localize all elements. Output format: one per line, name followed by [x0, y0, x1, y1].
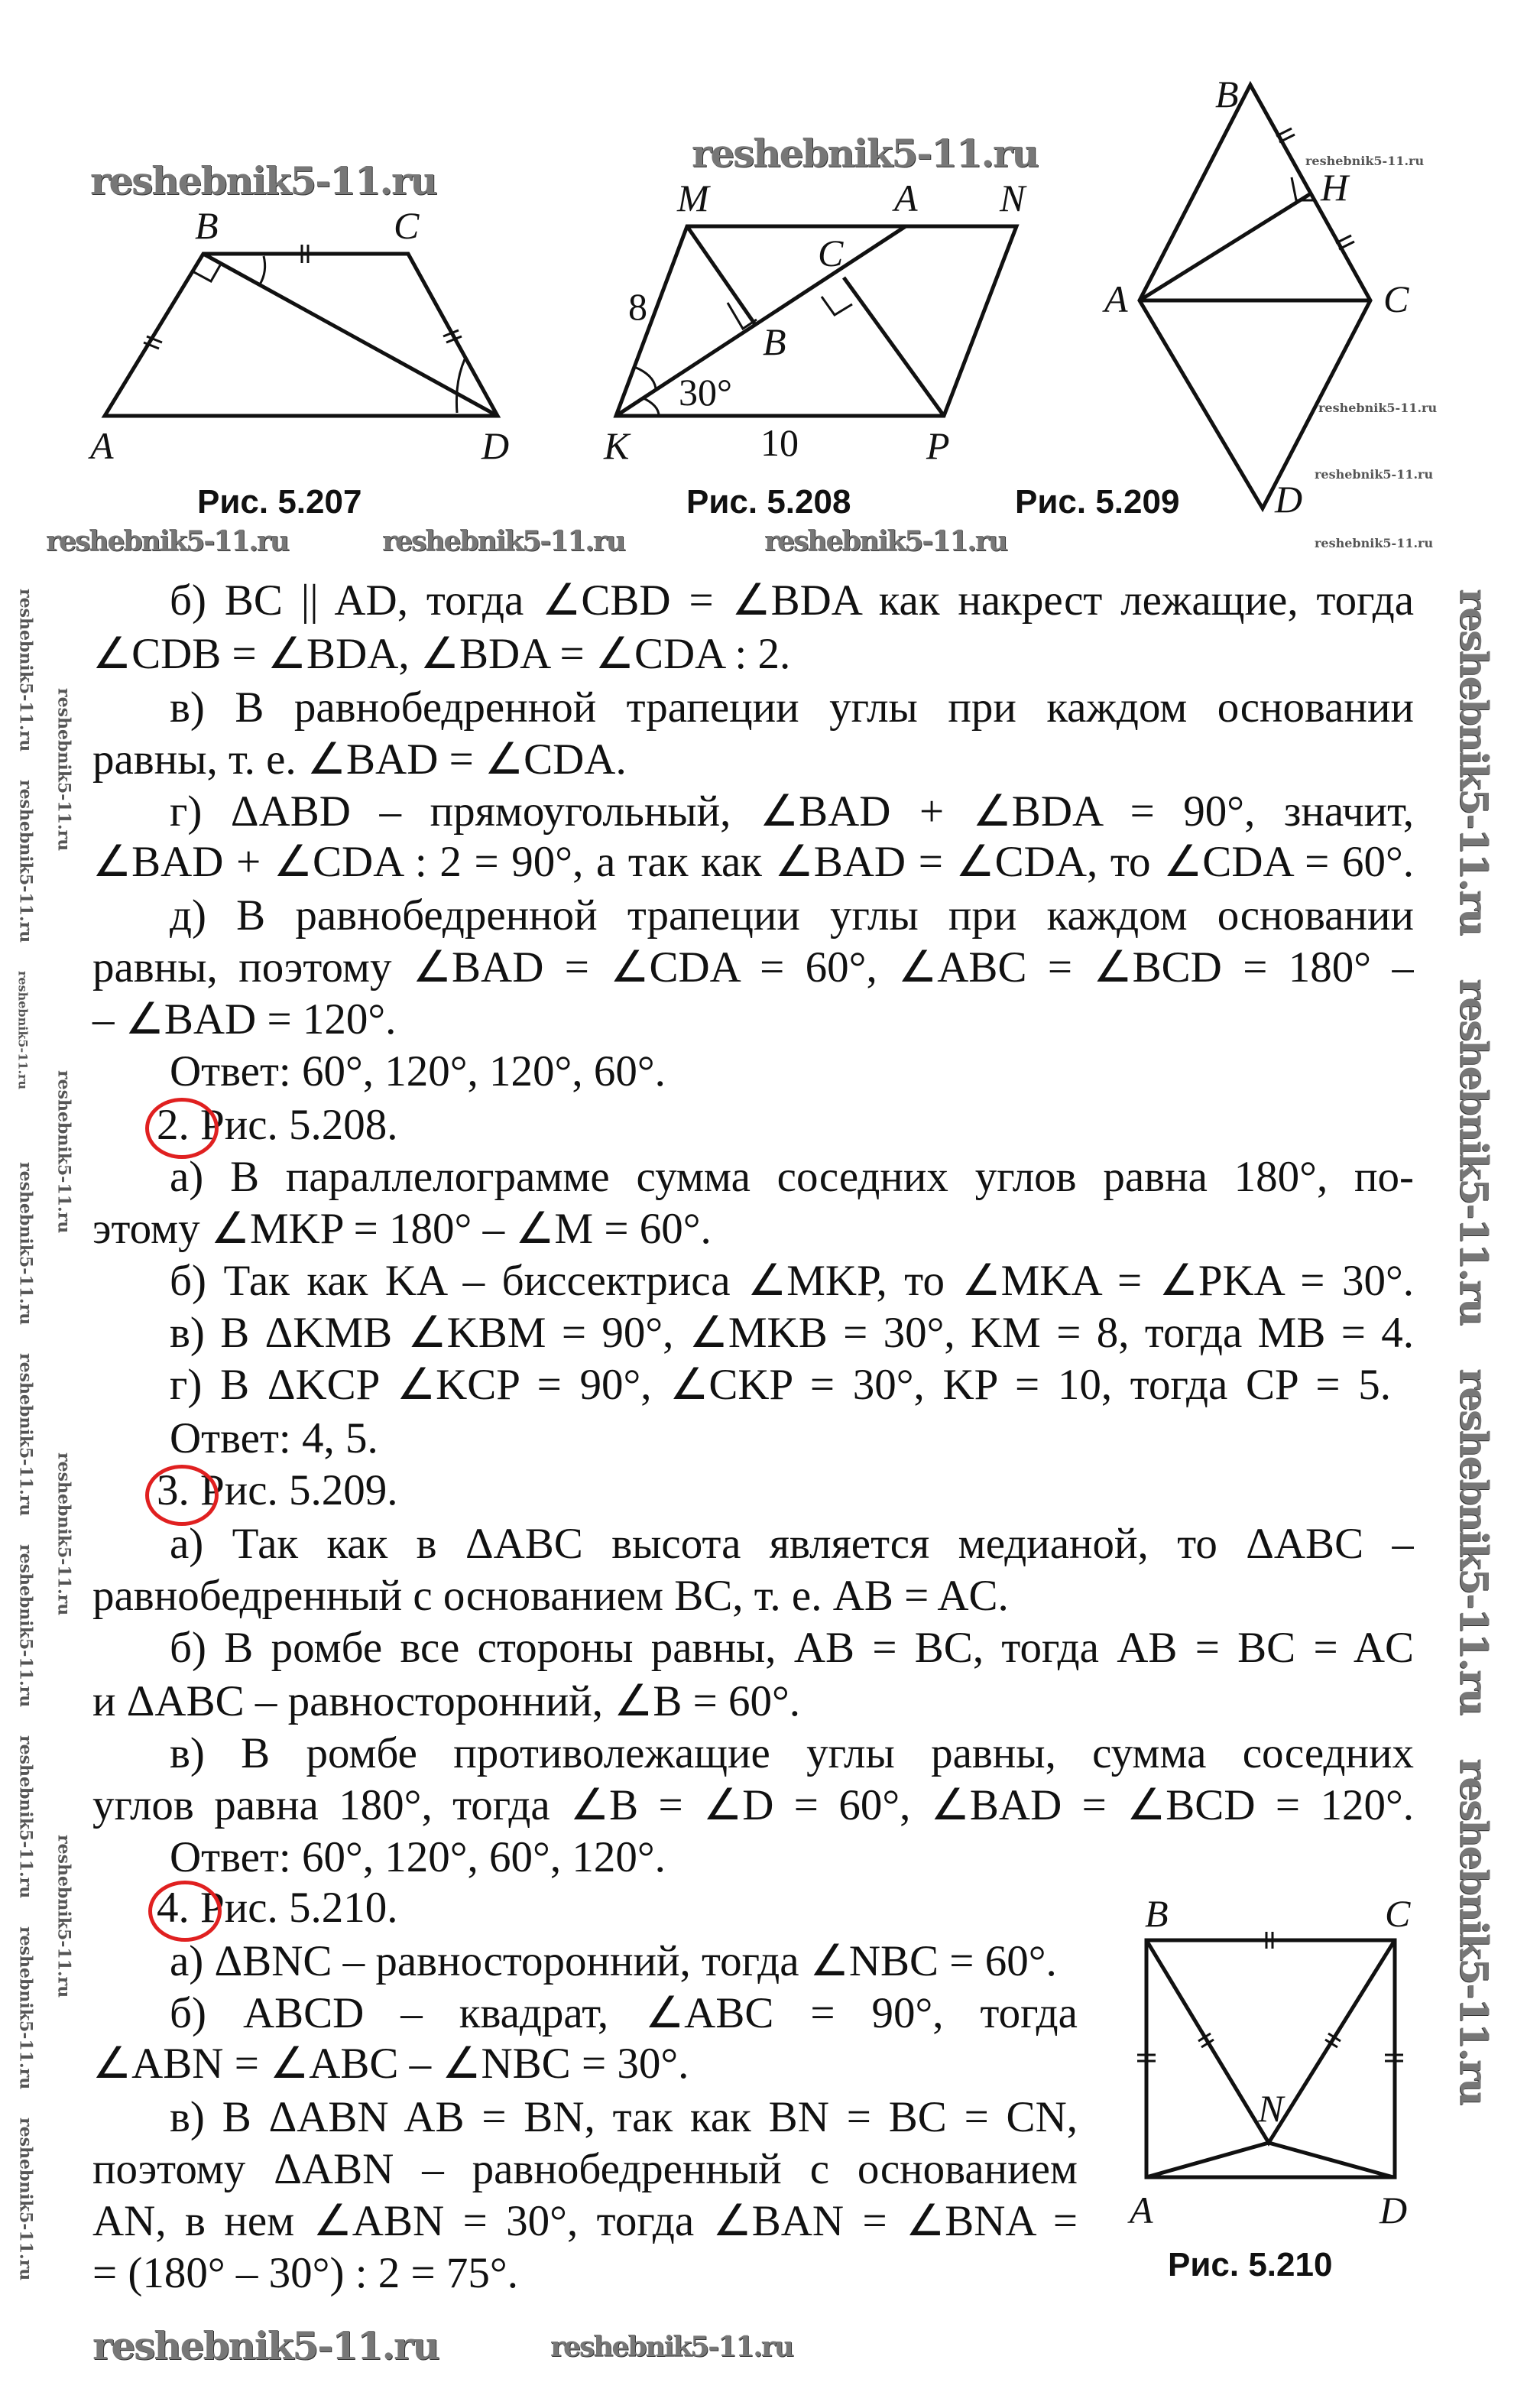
text-line: 3. Рис. 5.209.: [157, 1466, 398, 1514]
parallelogram: [616, 226, 1016, 416]
figure-5-208: [603, 177, 1027, 467]
text-line: б) В ромбе все стороны равны, AB = BC, тогда AB = BC = AC: [170, 1624, 1414, 1672]
text-line: равны, поэтому ∠BAD = ∠CDA = 60°, ∠ABC = ∠BCD = 180° –: [92, 943, 1414, 992]
caption-5-207: Рис. 5.207: [197, 483, 362, 521]
label-k: K: [604, 424, 630, 467]
text-line: г) В ΔKCP ∠KCP = 90°, ∠CKP = 30°, KP = 10, тогда CP = 5.: [170, 1361, 1391, 1409]
text-line: б) BC || AD, тогда ∠CBD = ∠BDA как накрест лежащие, тогда: [170, 576, 1414, 625]
bisector-ka: [616, 226, 906, 416]
label-d: D: [481, 424, 510, 467]
text-line: равнобедренный с основанием BC, т. е. AB = AC.: [92, 1572, 1009, 1620]
watermark: reshebnik5-11.ru: [1305, 154, 1425, 168]
figure-5-209: [1102, 73, 1409, 521]
label-c: C: [1383, 278, 1409, 320]
text-line: равны, т. е. ∠BAD = ∠CDA.: [92, 735, 627, 784]
trapezoid: [105, 254, 498, 416]
text-line: AN, в нем ∠ABN = 30°, тогда ∠BAN = ∠BNA =: [92, 2197, 1078, 2245]
watermark: reshebnik5-11.ru: [15, 971, 31, 1090]
text-line: в) В ΔKMB ∠KBM = 90°, ∠MKB = 30°, KM = 8, тогда MB = 4.: [170, 1309, 1414, 1357]
text-line: д) В равнобедренной трапеции углы при каждом основании: [170, 891, 1414, 940]
figure-5-210: [1127, 1892, 1411, 2231]
text-line: поэтому ΔABN – равнобедренный с основанием: [92, 2145, 1078, 2193]
text-line: в) В ΔABN AB = BN, так как BN = BC = CN,: [170, 2093, 1078, 2141]
text-line: Ответ: 4, 5.: [170, 1414, 378, 1462]
text-line: ∠CDB = ∠BDA, ∠BDA = ∠CDA : 2.: [92, 630, 791, 678]
watermark: reshebnik5-11.ru: [53, 1070, 74, 1234]
problem-number-circle: [148, 1881, 222, 1942]
text-line: г) ΔABD – прямоугольный, ∠BAD + ∠BDA = 90°, значит,: [170, 787, 1414, 836]
watermark: reshebnik5-11.ru: [15, 1544, 36, 1708]
label-d: D: [1275, 478, 1303, 521]
text-line: 4. Рис. 5.210.: [157, 1884, 398, 1932]
label-a: A: [90, 424, 114, 467]
label-b: B: [195, 204, 219, 247]
figure-5-207: [88, 204, 509, 467]
text-line: в) В ромбе противолежащие углы равны, сумма соседних: [170, 1729, 1414, 1777]
label-n: N: [1000, 177, 1026, 219]
label-c: C: [1385, 1892, 1411, 1935]
side-km: 8: [628, 285, 647, 328]
text-line: и ΔABC – равносторонний, ∠B = 60°.: [92, 1677, 801, 1725]
label-a: A: [894, 177, 918, 219]
label-a: A: [1130, 2189, 1153, 2231]
text-line: – ∠BAD = 120°.: [92, 995, 397, 1043]
text-line: а) В параллелограмме сумма соседних углов равна 180°, по-: [170, 1153, 1414, 1201]
label-m: M: [677, 177, 709, 219]
label-n: N: [1258, 2087, 1284, 2130]
watermark: reshebnik5-11.ru: [1451, 1758, 1497, 2105]
watermark: reshebnik5-11.ru: [15, 1735, 36, 1899]
text-line: Ответ: 60°, 120°, 120°, 60°.: [170, 1047, 666, 1095]
watermark: reshebnik5-11.ru: [15, 589, 36, 752]
watermark: reshebnik5-11.ru: [15, 780, 36, 943]
label-b: B: [1145, 1892, 1169, 1935]
text-line: б) ABCD – квадрат, ∠ABC = 90°, тогда: [170, 1989, 1078, 2037]
text-line: а) Так как в ΔABC высота является медианой, то ΔABC –: [170, 1520, 1414, 1568]
label-c: C: [818, 232, 844, 274]
caption-5-209: Рис. 5.209: [1015, 483, 1180, 521]
text-line: ∠ABN = ∠ABC – ∠NBC = 30°.: [92, 2040, 689, 2088]
angle-label: 30°: [679, 371, 732, 414]
watermark: reshebnik5-11.ru: [53, 1835, 74, 1998]
text-line: а) ΔBNC – равносторонний, тогда ∠NBC = 60°.: [170, 1937, 1057, 1985]
watermark: reshebnik5-11.ru: [53, 688, 74, 852]
text-line: б) Так как KA – биссектриса ∠MKP, то ∠MKA = ∠PKA = 30°.: [170, 1257, 1414, 1305]
watermark: reshebnik5-11.ru: [92, 2323, 439, 2368]
text-line: этому ∠MKP = 180° – ∠M = 60°.: [92, 1205, 712, 1253]
text-line: в) В равнобедренной трапеции углы при каждом основании: [170, 683, 1414, 732]
label-p: P: [926, 424, 950, 467]
watermark: reshebnik5-11.ru: [1318, 401, 1438, 415]
watermark: reshebnik5-11.ru: [1315, 467, 1434, 482]
label-a: A: [1104, 278, 1128, 320]
caption-5-210: Рис. 5.210: [1168, 2246, 1333, 2283]
watermark: reshebnik5-11.ru: [15, 1926, 36, 2090]
label-h: H: [1321, 166, 1349, 209]
text-line: углов равна 180°, тогда ∠B = ∠D = 60°, ∠BAD = ∠BCD = 120°.: [92, 1781, 1414, 1829]
watermark: reshebnik5-11.ru: [1451, 589, 1497, 935]
text-line: 2. Рис. 5.208.: [157, 1101, 398, 1149]
label-d: D: [1380, 2189, 1408, 2231]
watermark: reshebnik5-11.ru: [90, 158, 436, 203]
rhombus: [1140, 85, 1370, 508]
label-b: B: [763, 320, 786, 363]
label-b: B: [1215, 73, 1239, 115]
text-line: Ответ: 60°, 120°, 60°, 120°.: [170, 1833, 666, 1881]
watermark: reshebnik5-11.ru: [53, 1452, 74, 1616]
text-line: = (180° – 30°) : 2 = 75°.: [92, 2249, 518, 2297]
perpendicular-pc: [844, 278, 944, 416]
problem-number-circle: [145, 1465, 219, 1526]
watermark: reshebnik5-11.ru: [1451, 1368, 1497, 1715]
segments-an-dn: [1146, 2143, 1393, 2177]
watermark: reshebnik5-11.ru: [15, 1353, 36, 1517]
text-line: ∠BAD + ∠CDA : 2 = 90°, а так как ∠BAD = ∠CDA, то ∠CDA = 60°.: [92, 838, 1414, 886]
watermark: reshebnik5-11.ru: [46, 525, 288, 557]
label-c: C: [394, 204, 420, 247]
watermark: reshebnik5-11.ru: [15, 2118, 36, 2281]
watermark: reshebnik5-11.ru: [1315, 536, 1434, 550]
watermark: reshebnik5-11.ru: [382, 525, 624, 557]
watermark: reshebnik5-11.ru: [550, 2331, 793, 2363]
problem-number-circle: [145, 1098, 219, 1159]
watermark: reshebnik5-11.ru: [692, 131, 1038, 176]
side-kp: 10: [760, 421, 799, 464]
watermark: reshebnik5-11.ru: [764, 525, 1007, 557]
perpendicular-mb: [687, 226, 754, 323]
watermark: reshebnik5-11.ru: [15, 1162, 36, 1326]
caption-5-208: Рис. 5.208: [686, 483, 851, 521]
watermark: reshebnik5-11.ru: [1451, 979, 1497, 1325]
